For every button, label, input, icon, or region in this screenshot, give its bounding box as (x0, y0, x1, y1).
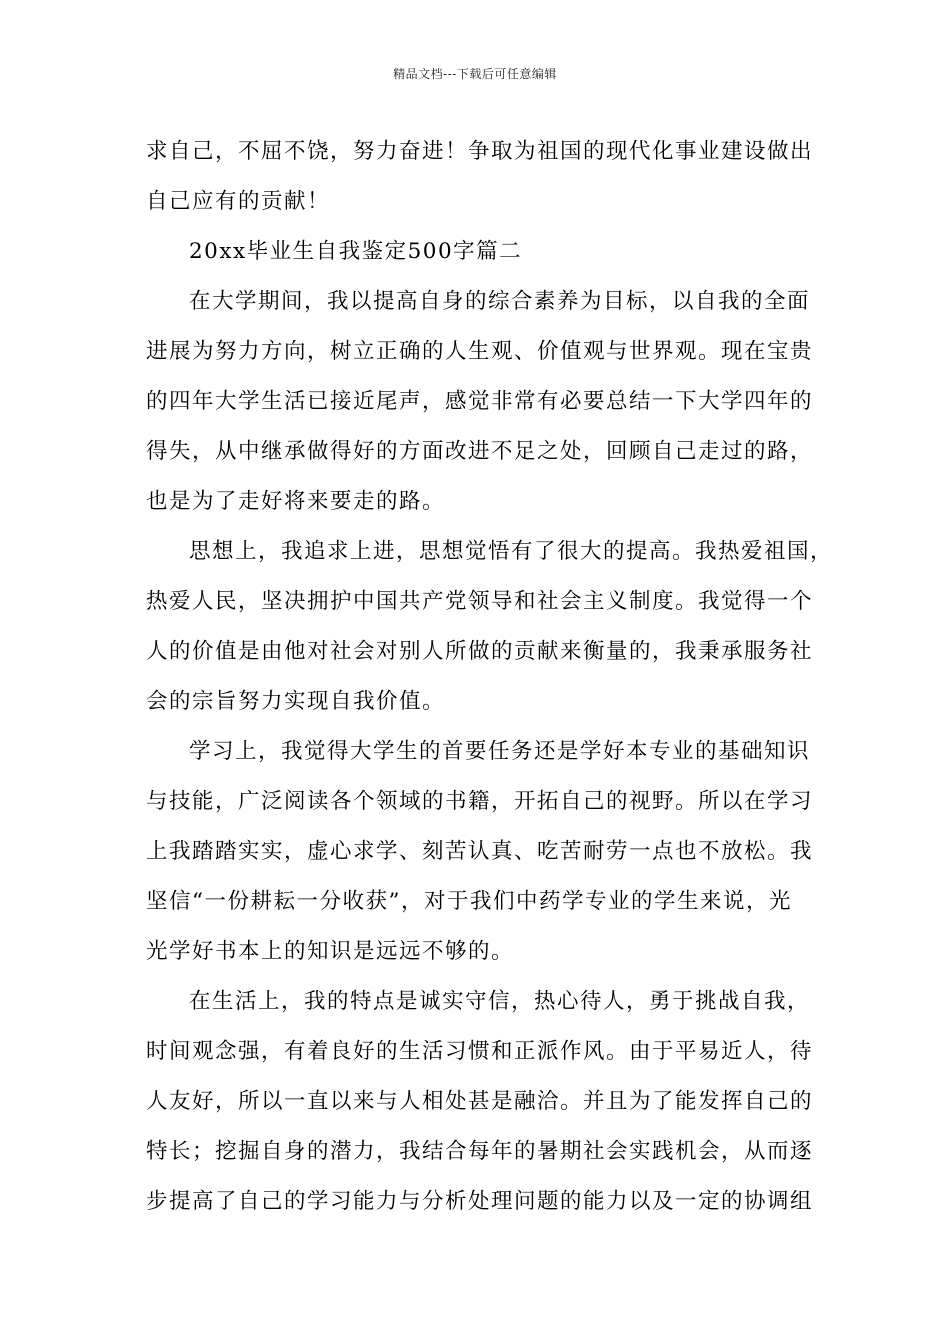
text-line: 得失，从中继承做得好的方面改进不足之处，回顾自己走过的路， (146, 439, 814, 464)
text-line: 步提高了自己的学习能力与分析处理问题的能力以及一定的协调组 (146, 1189, 814, 1214)
text-line: 思想上，我追求上进，思想觉悟有了很大的提高。我热爱祖国， (189, 539, 834, 564)
text-line: 光学好书本上的知识是远远不够的。 (146, 939, 515, 964)
text-line: 会的宗旨努力实现自我价值。 (146, 689, 446, 714)
text-line: 在大学期间，我以提高自身的综合素养为目标，以自我的全面 (189, 289, 811, 314)
page-header: 精品文档---下载后可任意编辑 (393, 67, 557, 81)
text-line: 特长；挖掘自身的潜力，我结合每年的暑期社会实践机会，从而逐 (146, 1139, 814, 1164)
text-line: 坚信“一份耕耘一分收获”，对于我们中药学专业的学生来说，光 (146, 889, 792, 914)
text-line: 也是为了走好将来要走的路。 (146, 489, 446, 514)
text-line: 的四年大学生活已接近尾声，感觉非常有必要总结一下大学四年的 (146, 389, 814, 414)
text-line: 学习上，我觉得大学生的首要任务还是学好本专业的基础知识 (189, 739, 811, 764)
document-body (146, 127, 834, 1227)
text-line: 热爱人民，坚决拥护中国共产党领导和社会主义制度。我觉得一个 (146, 589, 814, 614)
text-line: 自己应有的贡献！ (146, 189, 331, 214)
section-heading: 20xx毕业生自我鉴定500字篇二 (189, 239, 523, 264)
text-line: 求自己，不屈不饶，努力奋进！争取为祖国的现代化事业建设做出 (146, 139, 814, 164)
text-line: 时间观念强，有着良好的生活习惯和正派作风。由于平易近人，待 (146, 1039, 814, 1064)
text-line: 在生活上，我的特点是诚实守信，热心待人，勇于挑战自我， (189, 989, 811, 1014)
text-line: 人友好，所以一直以来与人相处甚是融洽。并且为了能发挥自己的 (146, 1089, 814, 1114)
text-line: 与技能，广泛阅读各个领域的书籍，开拓自己的视野。所以在学习 (146, 789, 814, 814)
text-line: 上我踏踏实实，虚心求学、刻苦认真、吃苦耐劳一点也不放松。我 (146, 839, 814, 864)
text-line: 人的价值是由他对社会对别人所做的贡献来衡量的，我秉承服务社 (146, 639, 814, 664)
text-line: 进展为努力方向，树立正确的人生观、价值观与世界观。现在宝贵 (146, 339, 814, 364)
